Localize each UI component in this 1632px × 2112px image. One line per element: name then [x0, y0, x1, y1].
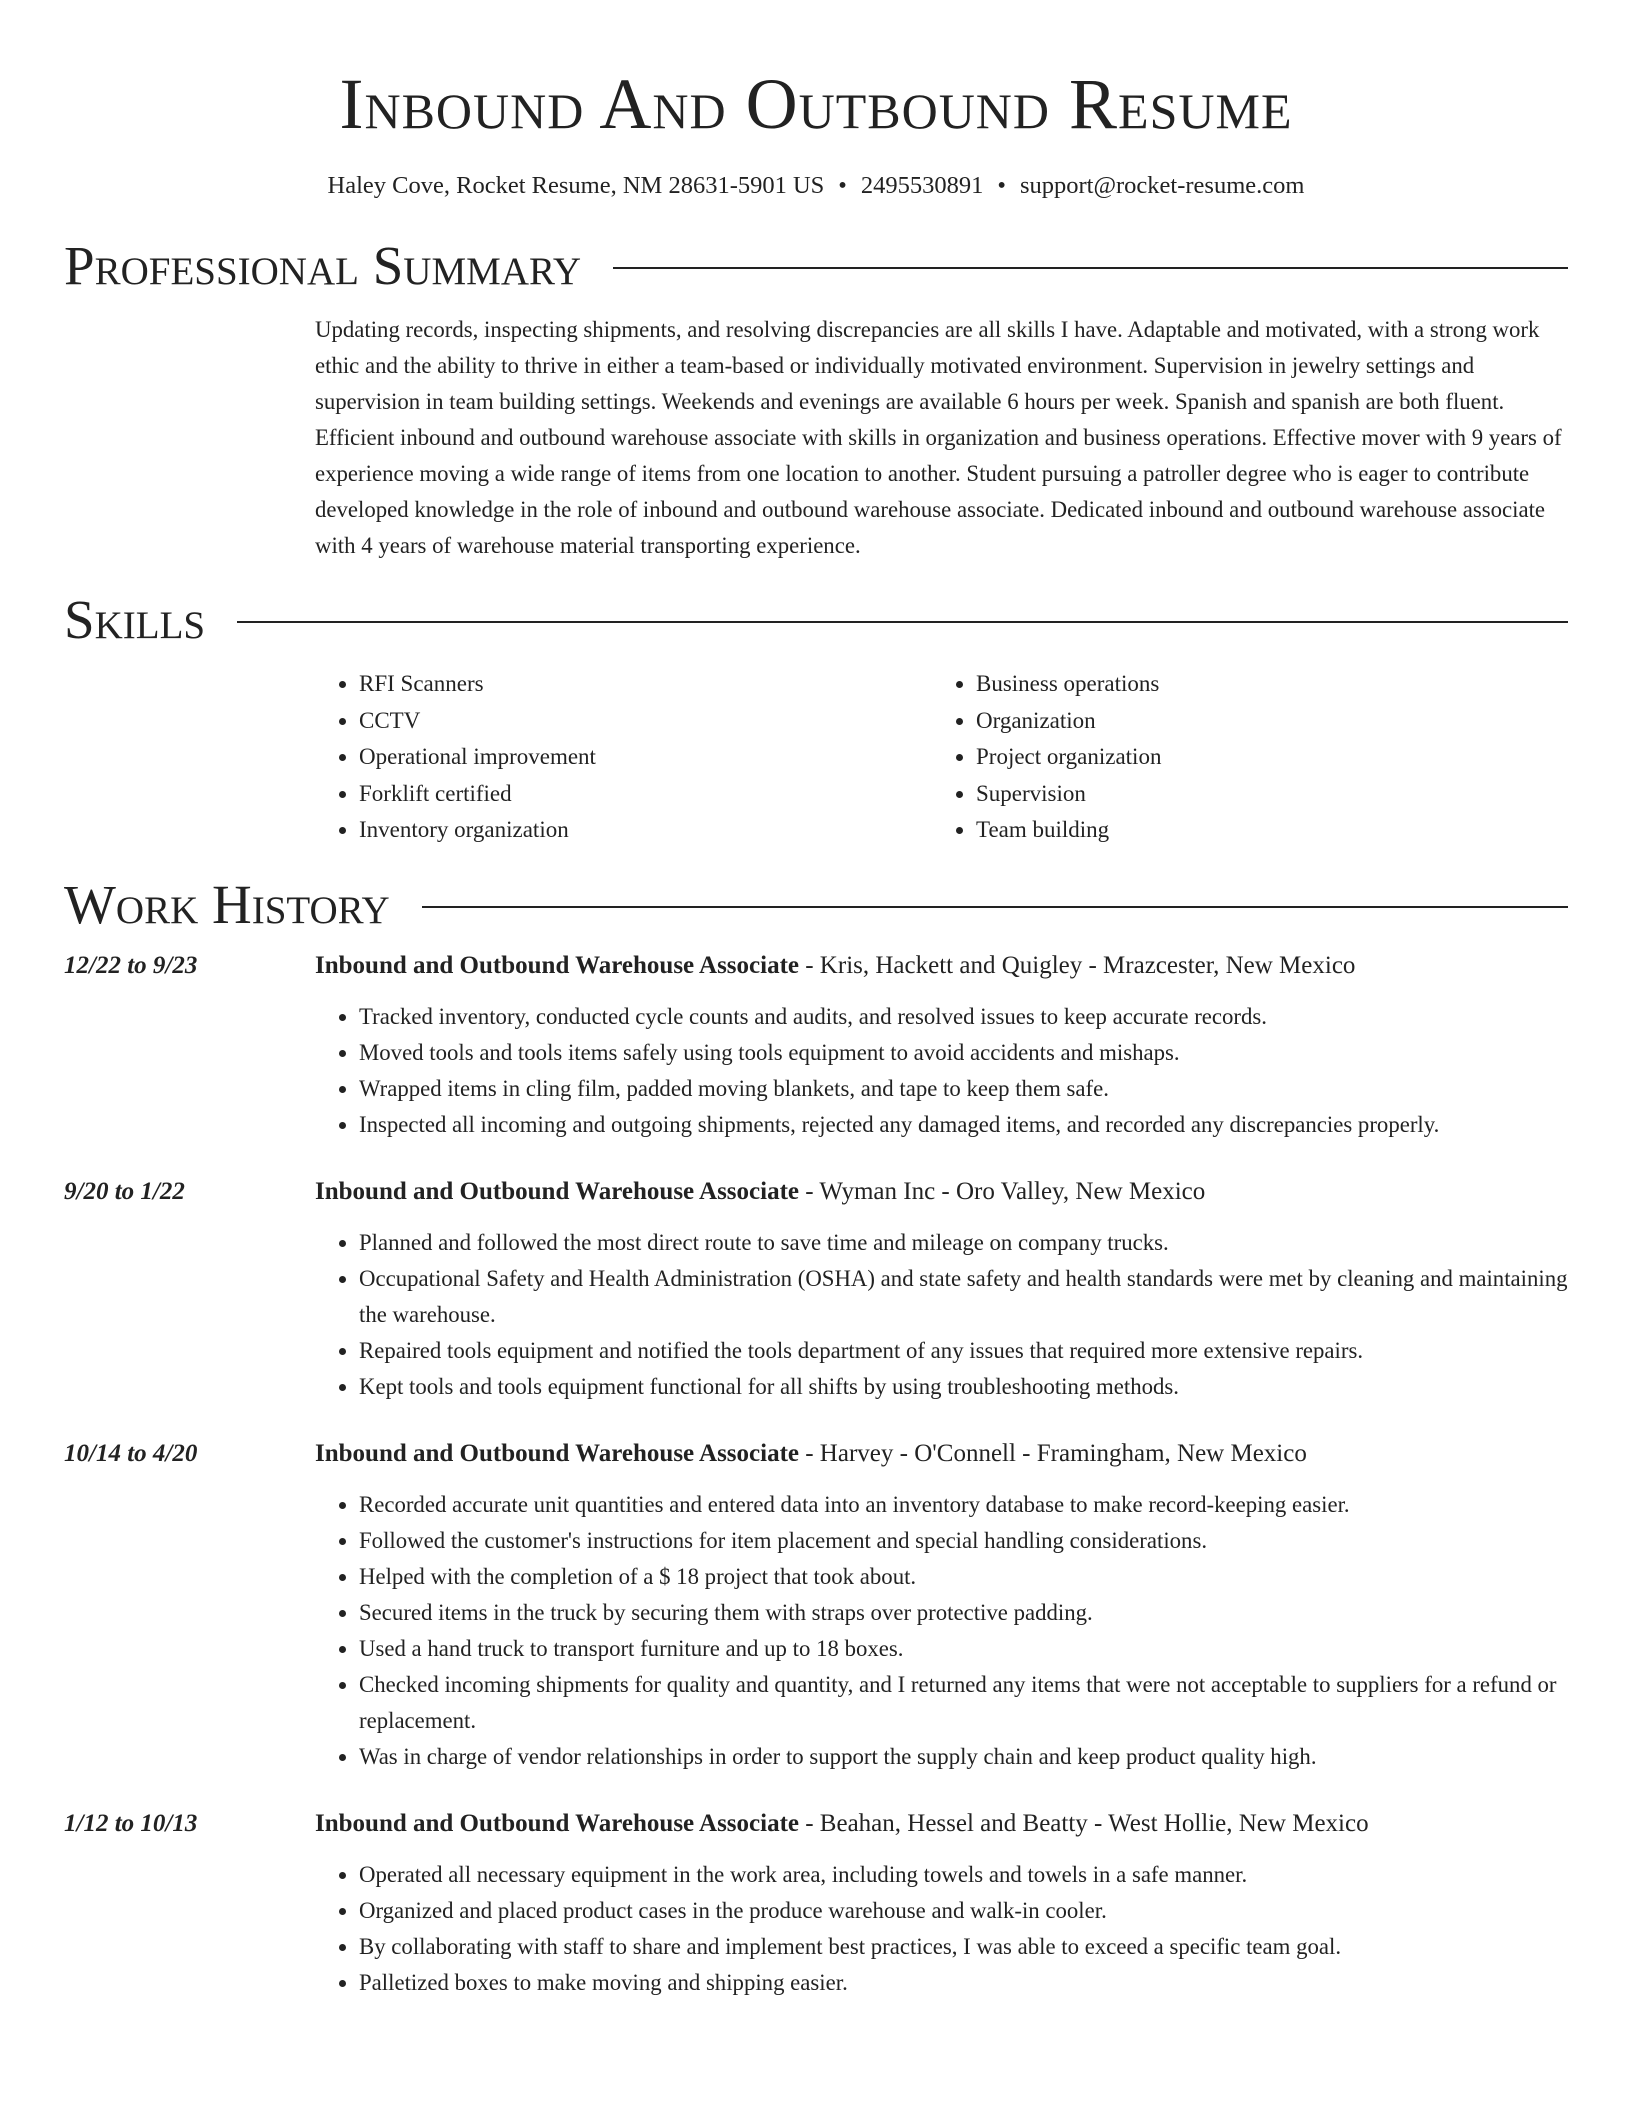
job-heading — [315, 1437, 1568, 1471]
job-bullets — [315, 999, 1568, 1143]
contact-email: support@rocket-resume.com — [1019, 172, 1305, 199]
resume-title: Inbound And Outbound Resume — [339, 64, 1293, 144]
job-bullet: • Tracked inventory, conducted cycle counts and audits, and resolved issues to keep accurate records. — [359, 999, 1568, 1035]
job-bullet: • Operated all necessary equipment in the work area, including towels and towels in a safe manner. — [359, 1857, 1568, 1893]
job-entry — [64, 949, 1568, 1143]
skill-item: • Team building — [976, 812, 1161, 849]
skills-column-right — [932, 666, 1161, 849]
contact-line — [64, 170, 1568, 202]
section-divider — [422, 906, 1568, 908]
skill-item: • Supervision — [976, 776, 1161, 813]
skill-item: • Organization — [976, 703, 1161, 740]
job-title: Inbound and Outbound Warehouse Associate — [315, 1809, 799, 1837]
skill-item: • Business operations — [976, 666, 1161, 703]
job-bullet: • Helped with the completion of a $ 18 project that took about. — [359, 1559, 1568, 1595]
job-dates: 1/12 to 10/13 — [64, 1809, 198, 1837]
work-heading: Work History — [64, 873, 390, 935]
job-heading — [315, 1807, 1568, 1841]
job-bullets — [315, 1487, 1568, 1775]
job-employer: - Beahan, Hessel and Beatty - West Hollie, New Mexico — [798, 1809, 1369, 1837]
summary-heading: Professional Summary — [64, 235, 582, 296]
job-body — [315, 1175, 1568, 1405]
summary-text: Updating records, inspecting shipments, and resolving discrepancies are all skills I have. Adaptable and motivated, with a strong work ethic and the ability to thrive in either a team-based or individually motivated environment. Supervision in jewelry settings and supervision in team building settings. Weekends and evenings are available 6 hours per week. Spanish and spanish are both fluent. Efficient inbound and outbound warehouse associate with skills in organization and business operations. Effective mover with 9 years of experience moving a wide range of items from one location to another. Student pursuing a patroller degree who is eager to contribute developed knowledge in the role of inbound and outbound warehouse associate. Dedicated inbound and outbound warehouse associate with 4 years of warehouse material transporting experience. — [315, 317, 1562, 558]
job-entry — [64, 1437, 1568, 1775]
job-employer: - Harvey - O'Connell - Framingham, New Mexico — [798, 1439, 1307, 1467]
job-bullet: • Checked incoming shipments for quality and quantity, and I returned any items that were not acceptable to suppliers for a refund or replacement. — [359, 1667, 1568, 1739]
skill-item: • Inventory organization — [359, 812, 932, 849]
contact-address: Haley Cove, Rocket Resume, NM 28631-5901 US — [327, 172, 825, 199]
job-title: Inbound and Outbound Warehouse Associate — [315, 1439, 799, 1467]
skills-heading: Skills — [64, 589, 206, 650]
contact-separator: • — [997, 172, 1006, 199]
job-bullets — [315, 1225, 1568, 1405]
work-section-header — [64, 873, 1568, 937]
skill-item: • Forklift certified — [359, 776, 932, 813]
skills-section-header — [64, 588, 1568, 652]
job-heading — [315, 1175, 1568, 1209]
contact-phone: 2495530891 — [860, 172, 984, 199]
job-entry — [64, 1175, 1568, 1405]
job-bullet: • Wrapped items in cling film, padded moving blankets, and tape to keep them safe. — [359, 1071, 1568, 1107]
job-bullet: • Used a hand truck to transport furniture and up to 18 boxes. — [359, 1631, 1568, 1667]
job-employer: - Wyman Inc - Oro Valley, New Mexico — [798, 1177, 1206, 1205]
section-divider — [237, 621, 1568, 623]
job-bullet: • Palletized boxes to make moving and shipping easier. — [359, 1965, 1568, 2001]
job-title: Inbound and Outbound Warehouse Associate — [315, 951, 799, 979]
job-bullet: • Recorded accurate unit quantities and entered data into an inventory database to make record-keeping easier. — [359, 1487, 1568, 1523]
job-dates: 9/20 to 1/22 — [64, 1177, 185, 1205]
job-bullet: • Planned and followed the most direct route to save time and mileage on company trucks. — [359, 1225, 1568, 1261]
skill-item: • Operational improvement — [359, 739, 932, 776]
job-bullet: • By collaborating with staff to share and implement best practices, I was able to exceed a specific team goal. — [359, 1929, 1568, 1965]
job-heading — [315, 949, 1568, 983]
section-divider — [613, 267, 1568, 269]
job-body — [315, 1437, 1568, 1775]
job-bullet: • Occupational Safety and Health Administration (OSHA) and state safety and health standards were met by cleaning and maintaining the warehouse. — [359, 1261, 1568, 1333]
job-body — [315, 949, 1568, 1143]
job-bullet: • Inspected all incoming and outgoing shipments, rejected any damaged items, and recorded any discrepancies properly. — [359, 1107, 1568, 1143]
job-employer: - Kris, Hackett and Quigley - Mrazcester, New Mexico — [798, 951, 1356, 979]
job-bullet: • Kept tools and tools equipment functional for all shifts by using troubleshooting methods. — [359, 1369, 1568, 1405]
contact-separator: • — [838, 172, 847, 199]
job-bullet: • Secured items in the truck by securing them with straps over protective padding. — [359, 1595, 1568, 1631]
job-bullet: • Moved tools and tools items safely using tools equipment to avoid accidents and mishaps. — [359, 1035, 1568, 1071]
job-dates: 10/14 to 4/20 — [64, 1439, 198, 1467]
skill-item: • Project organization — [976, 739, 1161, 776]
job-bullet: • Followed the customer's instructions for item placement and special handling considerations. — [359, 1523, 1568, 1559]
job-bullets — [315, 1857, 1568, 2001]
job-dates: 12/22 to 9/23 — [64, 951, 198, 979]
job-body — [315, 1807, 1568, 2001]
skill-item: • CCTV — [359, 703, 932, 740]
job-bullet: • Organized and placed product cases in the produce warehouse and walk-in cooler. — [359, 1893, 1568, 1929]
skills-column-left — [315, 666, 932, 849]
job-title: Inbound and Outbound Warehouse Associate — [315, 1177, 799, 1205]
job-bullet: • Was in charge of vendor relationships in order to support the supply chain and keep product quality high. — [359, 1739, 1568, 1775]
job-entry — [64, 1807, 1568, 2001]
summary-section-header — [64, 234, 1568, 298]
skill-item: • RFI Scanners — [359, 666, 932, 703]
job-bullet: • Repaired tools equipment and notified the tools department of any issues that required more extensive repairs. — [359, 1333, 1568, 1369]
skills-list — [315, 666, 1568, 849]
